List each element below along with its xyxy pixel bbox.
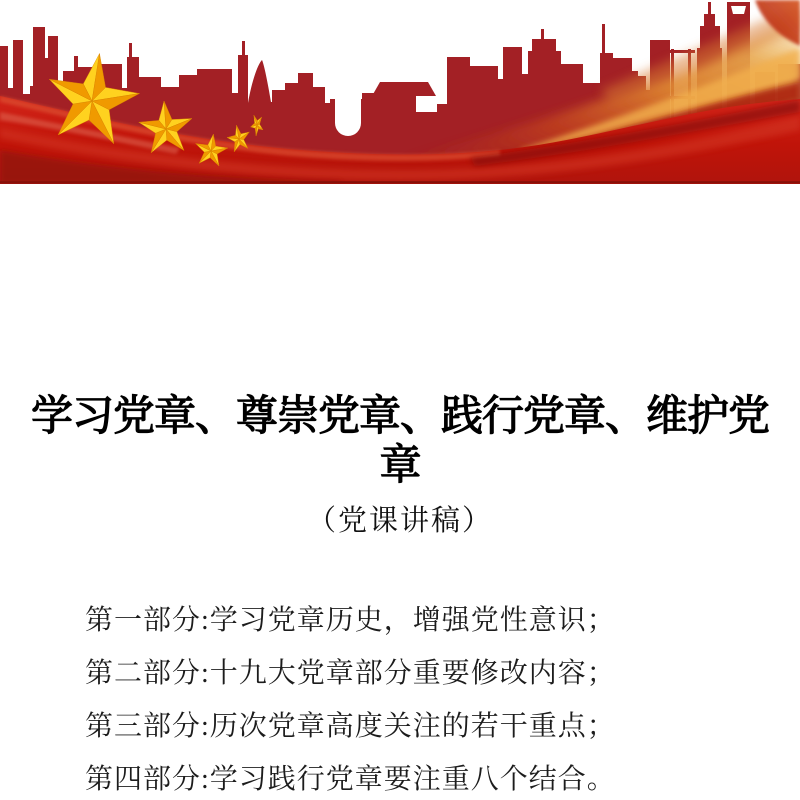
page-title (0, 393, 800, 491)
outline-item-1: 第一部分:学习党章历史，增强党性意识； (85, 605, 616, 636)
title-line-1: 学习党章、尊崇党章、践行党章、维护党 (30, 394, 769, 440)
outline-item-2: 第二部分:十九大党章部分重要修改内容； (85, 658, 616, 689)
banner-artwork (0, 0, 800, 184)
outline-item-3: 第三部分:历次党章高度关注的若干重点； (85, 711, 616, 742)
subtitle: （党课讲稿） (306, 505, 493, 537)
outline-item-4: 第四部分:学习践行党章要注重八个结合。 (85, 764, 616, 795)
outline-list (0, 594, 800, 800)
title-line-2: 章 (379, 443, 421, 489)
